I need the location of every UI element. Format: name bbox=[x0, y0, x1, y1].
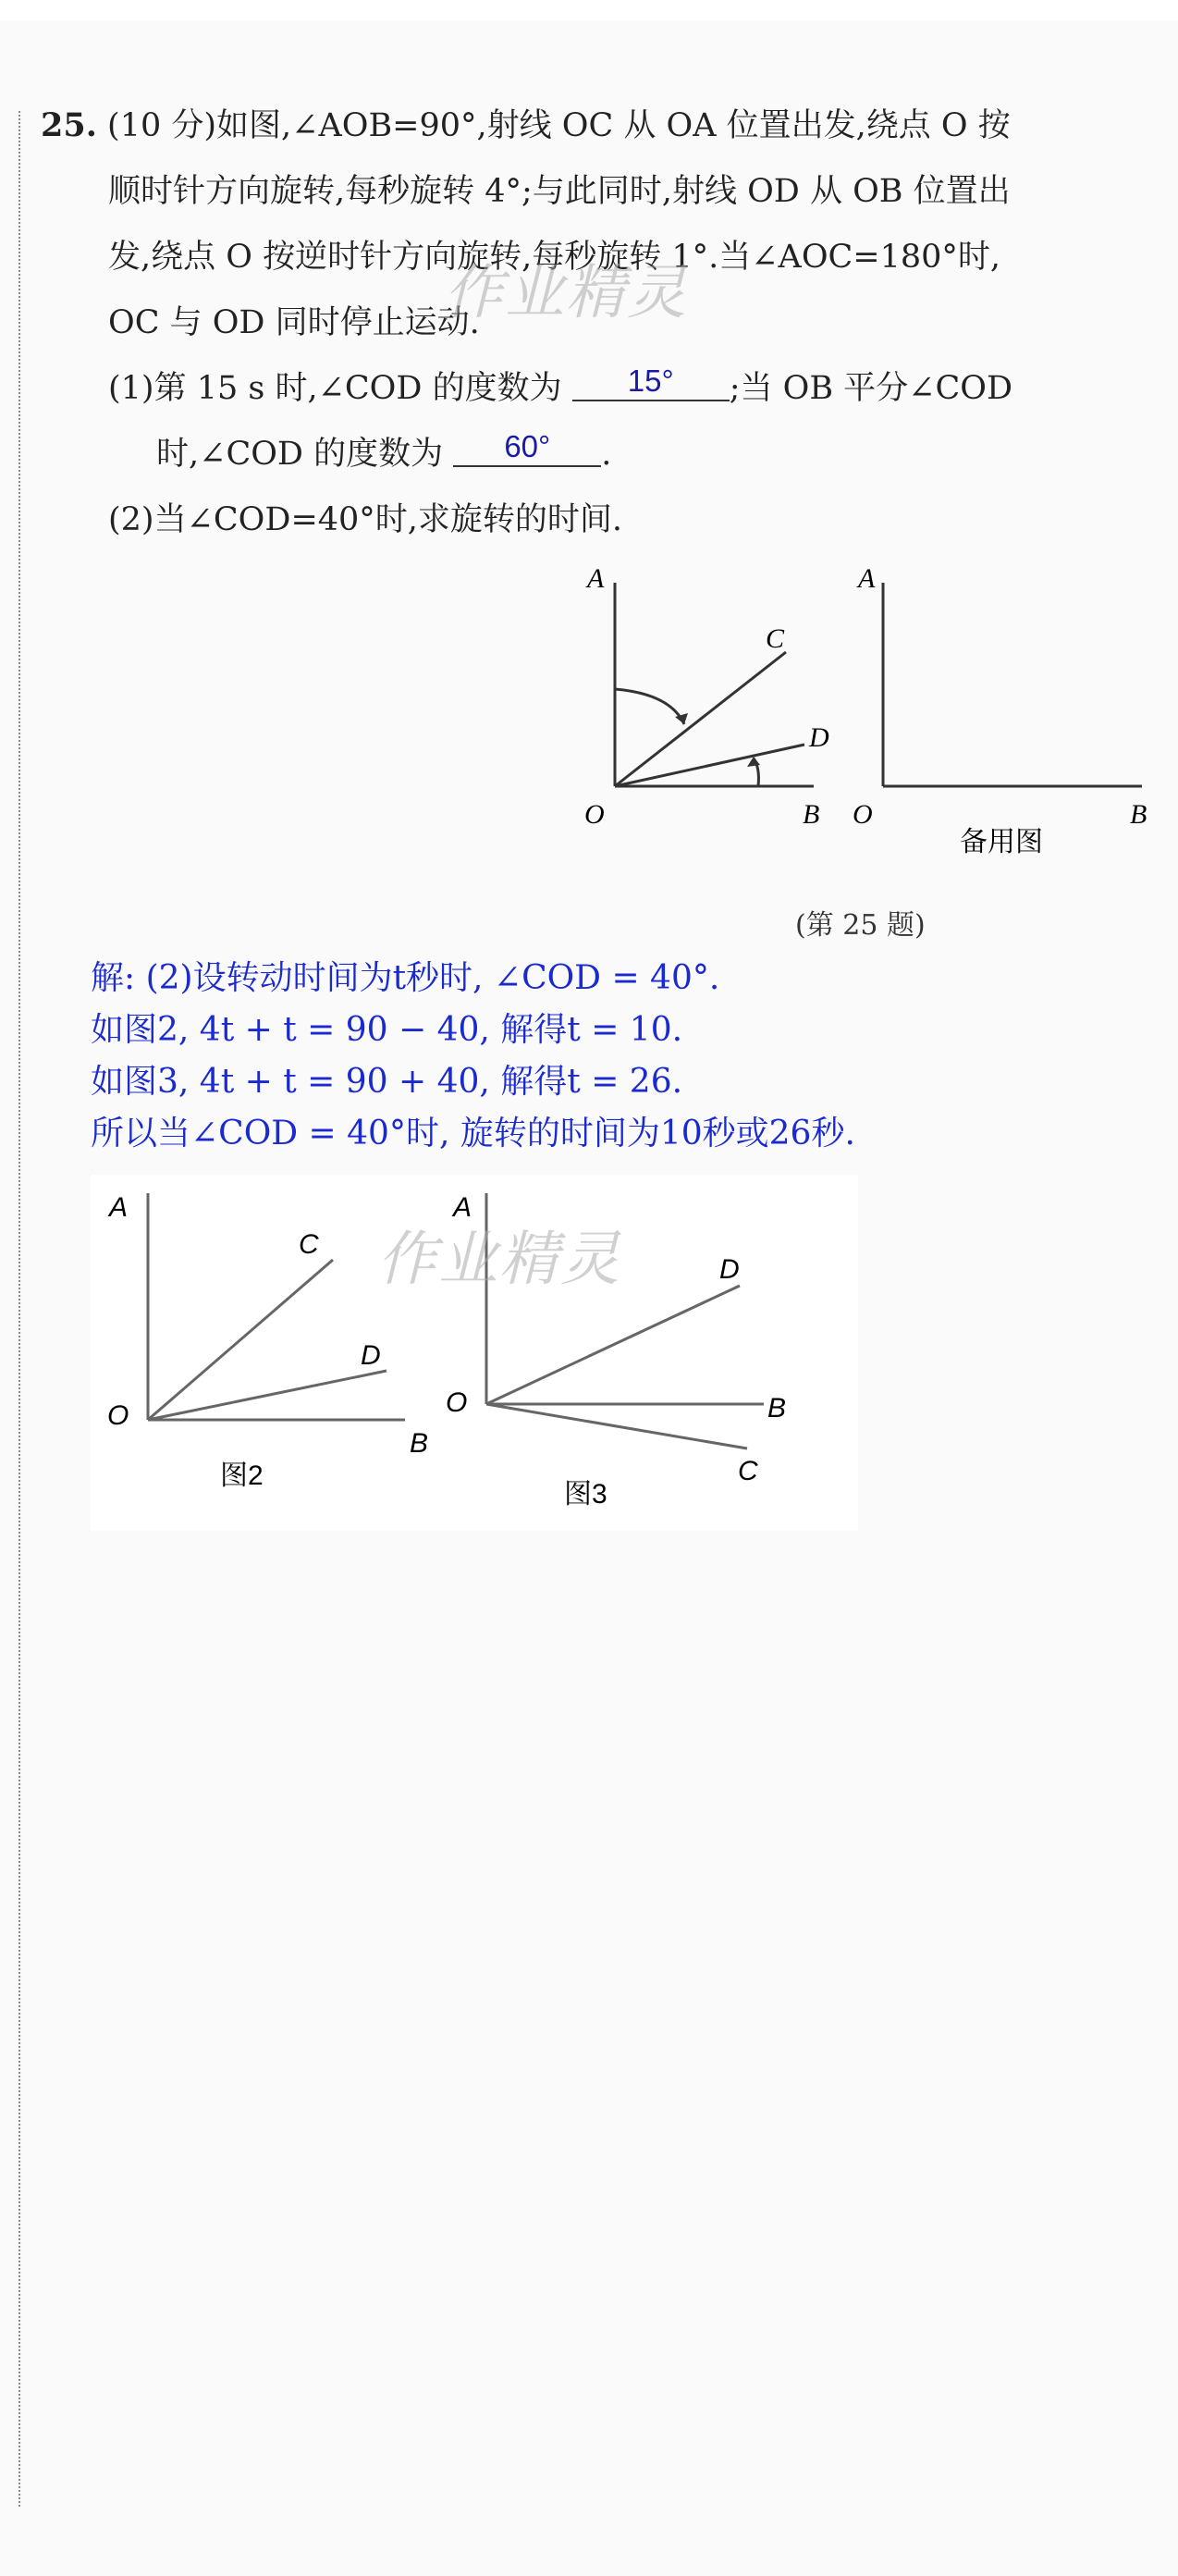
question-line-1 bbox=[41, 92, 1150, 159]
label-C: C bbox=[766, 623, 785, 654]
fig3-label-O: O bbox=[446, 1387, 468, 1418]
watermark-top: 作业精灵 bbox=[444, 259, 688, 327]
part1-prefix: (1)第 15 s 时,∠COD 的度数为 bbox=[108, 370, 562, 407]
part1-line-1 bbox=[41, 356, 1150, 422]
label-B: B bbox=[803, 799, 820, 830]
question-line-2: 顺时针方向旋转,每秒旋转 4°;与此同时,射线 OD 从 OB 位置出 bbox=[108, 173, 1011, 210]
label-D: D bbox=[809, 722, 829, 753]
question-stem-1: (10 分)如图,∠AOB=90°,射线 OC 从 OA 位置出发,绕点 O 按 bbox=[107, 107, 1011, 144]
fig3-label-C: C bbox=[738, 1456, 758, 1486]
question-number: 25. bbox=[41, 106, 97, 144]
label-O: O bbox=[584, 799, 605, 830]
solution-line-2: 如图2, 4t + t = 90 − 40, 解得t = 10. bbox=[91, 1011, 683, 1049]
watermark-bottom: 作业精灵 bbox=[377, 1226, 621, 1294]
part1-middle: ;当 OB 平分∠COD bbox=[729, 370, 1013, 407]
binding-dotted-line bbox=[18, 111, 20, 2507]
part1-end: . bbox=[601, 436, 612, 473]
fig2-label-O: O bbox=[107, 1400, 129, 1431]
fig2-caption: 图2 bbox=[220, 1461, 264, 1491]
fig2-ray-OC bbox=[148, 1260, 333, 1420]
fig3-label-A: A bbox=[453, 1192, 472, 1223]
fig2-label-A: A bbox=[109, 1192, 129, 1223]
problem-figure bbox=[564, 560, 1156, 865]
answer-blank-2: 60° bbox=[453, 428, 601, 467]
top-strip bbox=[0, 0, 1178, 20]
solution-block bbox=[91, 953, 855, 1160]
rotation-arc-C bbox=[615, 689, 684, 724]
fig2-label-C: C bbox=[299, 1229, 319, 1260]
part1-line2-prefix: 时,∠COD 的度数为 bbox=[156, 436, 444, 473]
fig3-label-B: B bbox=[767, 1393, 787, 1424]
solution-line-3: 如图3, 4t + t = 90 + 40, 解得t = 26. bbox=[91, 1063, 683, 1101]
spare-figure-caption: 备用图 bbox=[960, 826, 1043, 858]
solution-line-4: 所以当∠COD = 40°时, 旋转的时间为10秒或26秒. bbox=[91, 1115, 855, 1152]
solution-figures bbox=[91, 1175, 858, 1531]
fig3-ray-OD bbox=[486, 1286, 740, 1404]
solution-line-1: 解: (2)设转动时间为t秒时, ∠COD = 40°. bbox=[91, 959, 720, 997]
question-block bbox=[41, 92, 1150, 553]
part2-line: (2)当∠COD=40°时,求旋转的时间. bbox=[108, 501, 623, 538]
label-A: A bbox=[587, 563, 605, 594]
answer-blank-1: 15° bbox=[572, 363, 730, 401]
part1-line-2 bbox=[41, 422, 1150, 487]
spare-label-O: O bbox=[853, 799, 873, 830]
spare-label-B: B bbox=[1130, 799, 1147, 830]
fig2-label-B: B bbox=[410, 1428, 429, 1459]
fig2-label-D: D bbox=[361, 1340, 381, 1371]
question-line-3: 发,绕点 O 按逆时针方向旋转,每秒旋转 1°.当∠AOC=180°时, bbox=[108, 239, 1001, 276]
fig3-caption: 图3 bbox=[564, 1479, 607, 1510]
spare-label-A: A bbox=[858, 563, 876, 594]
fig3-label-D: D bbox=[719, 1254, 740, 1285]
question-line-4: OC 与 OD 同时停止运动. bbox=[108, 304, 480, 341]
fig2-ray-OD bbox=[148, 1371, 387, 1420]
fig3-ray-OC bbox=[486, 1404, 747, 1448]
figure-caption: (第 25 题) bbox=[795, 909, 926, 942]
solution-figures-image bbox=[91, 1175, 858, 1531]
